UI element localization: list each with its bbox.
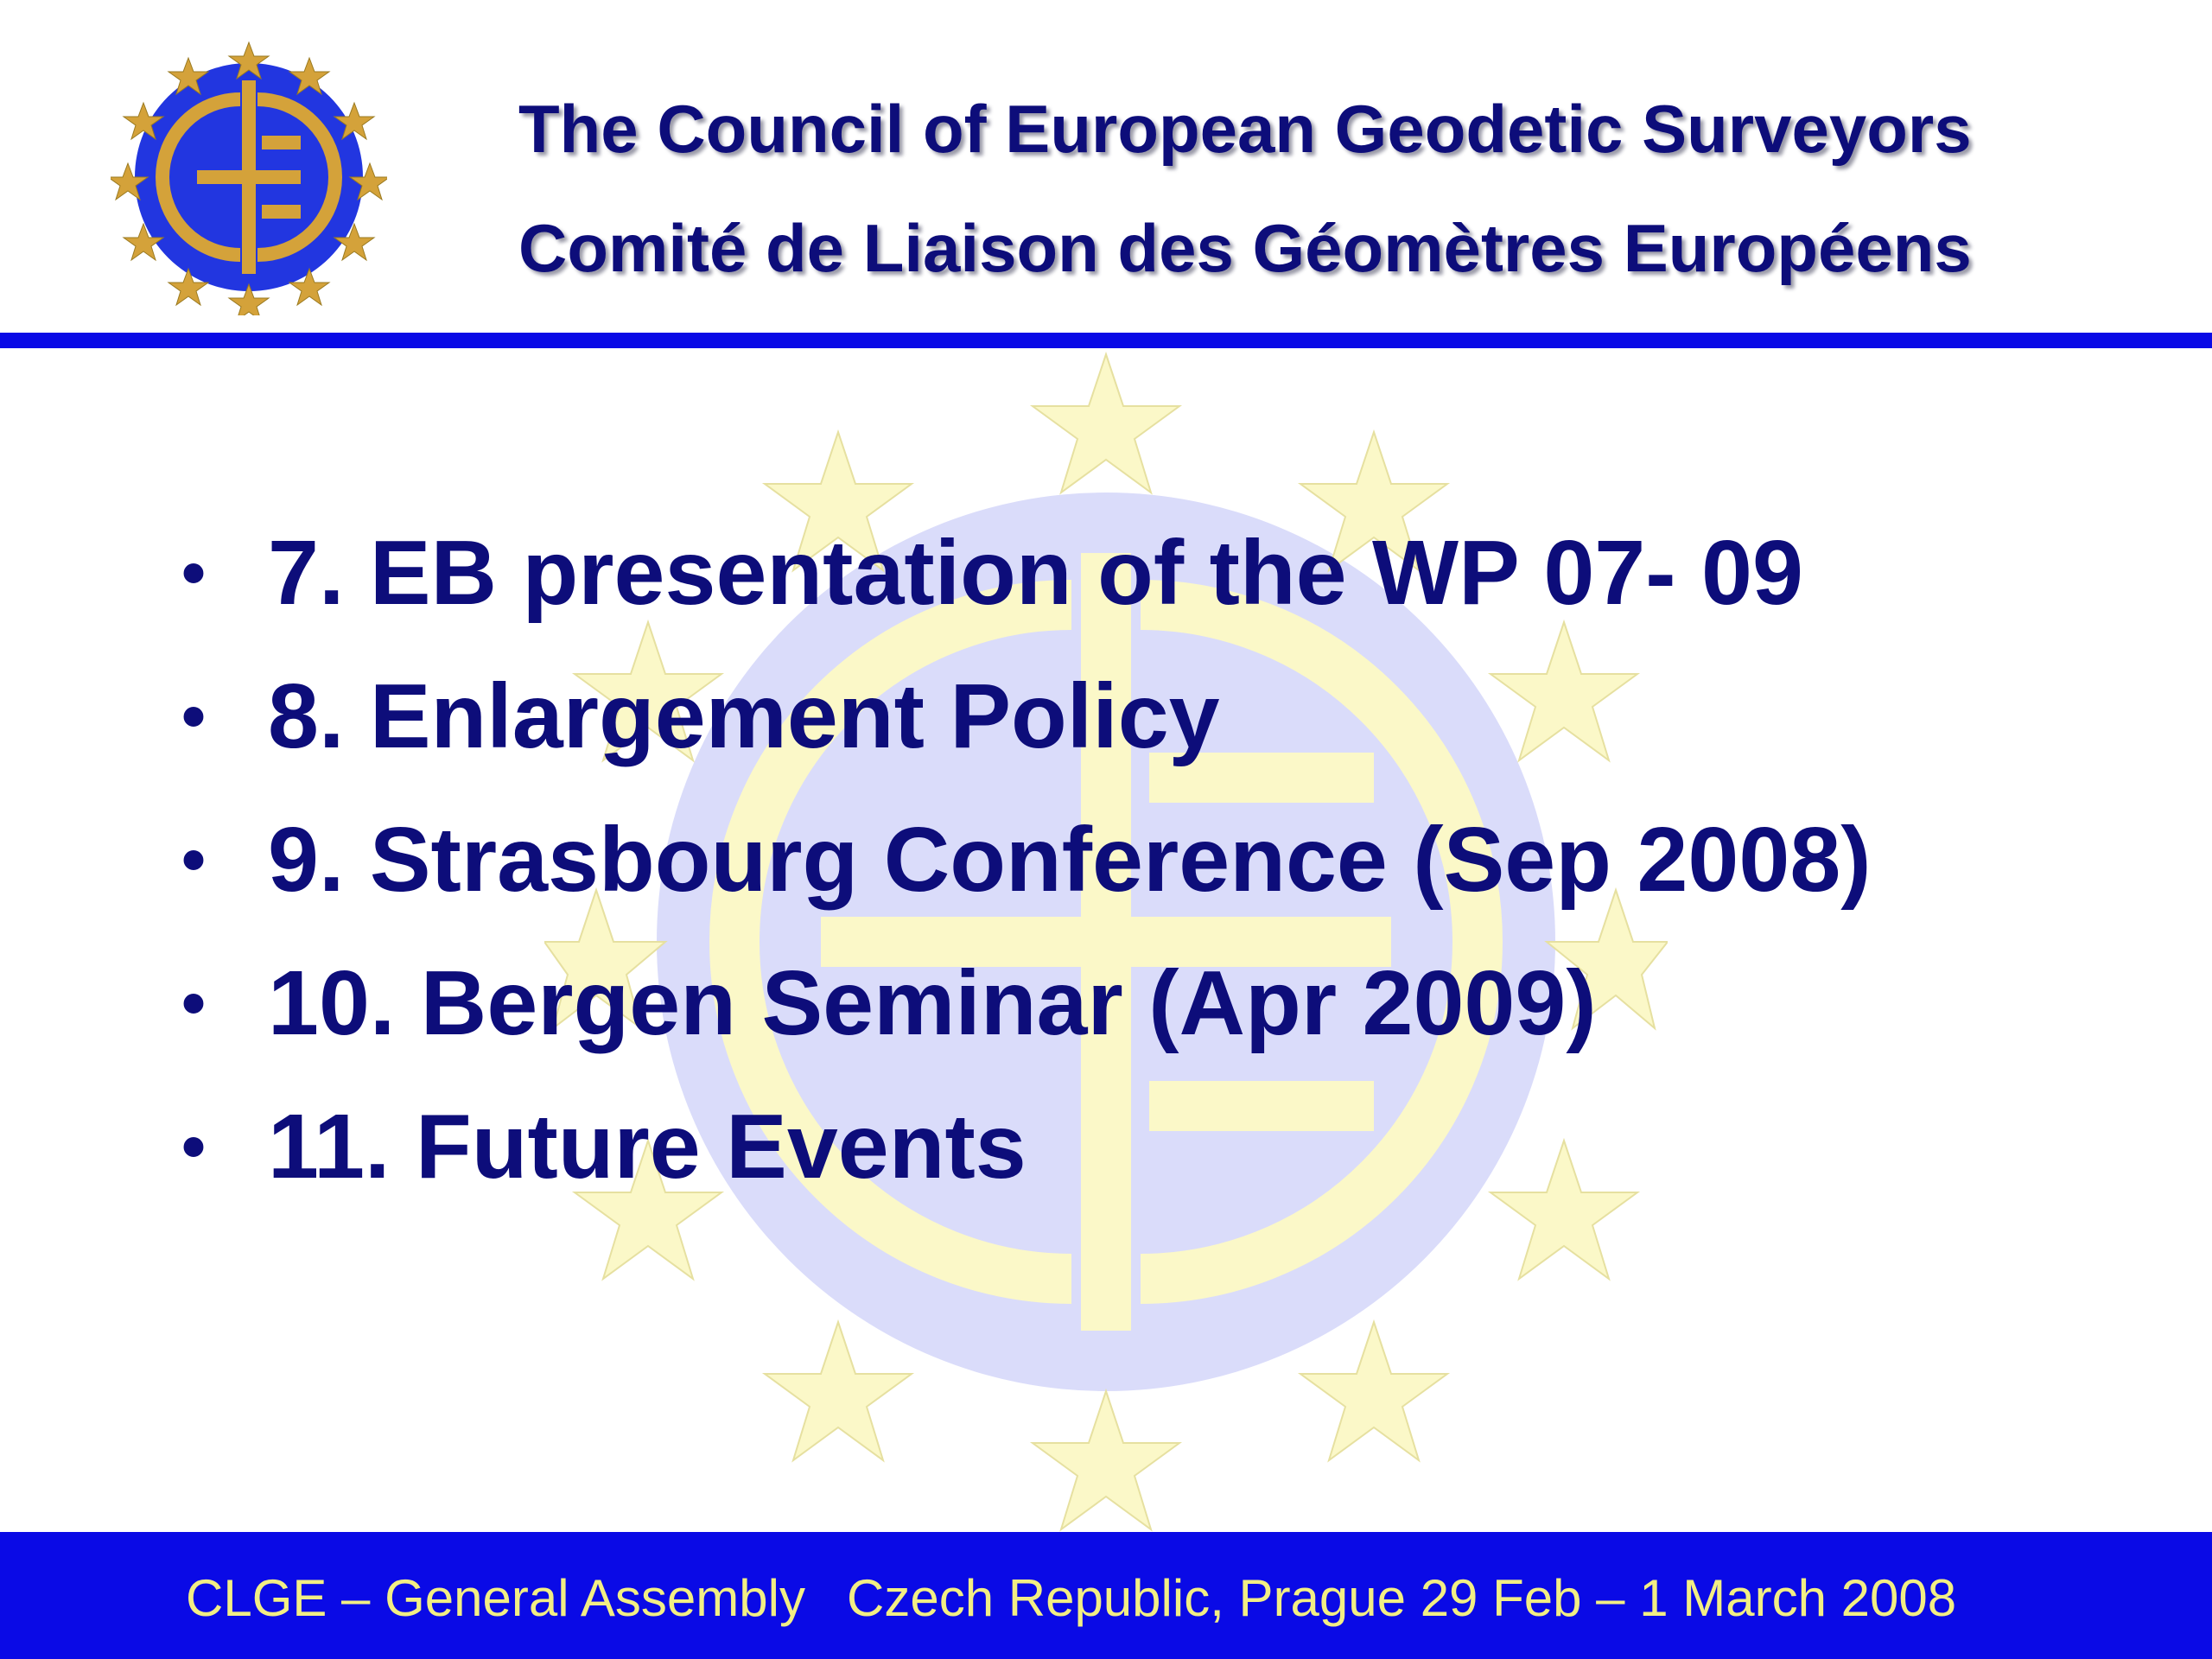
footer-event-location: Czech Republic, Prague 29 Feb – 1 March 2008 (847, 1569, 1957, 1627)
clge-logo-icon (111, 39, 387, 315)
bullet-icon: • (181, 677, 207, 754)
header-title-french: Comité de Liaison des Géomètres Européens (518, 210, 1972, 286)
agenda-item-text: 10. Bergen Seminar (Apr 2009) (268, 951, 1597, 1054)
agenda-item (181, 788, 2126, 931)
agenda-item (181, 645, 2126, 788)
bullet-icon: • (181, 534, 207, 611)
agenda-content (181, 501, 2126, 1218)
agenda-item-text: 8. Enlargement Policy (268, 664, 1220, 767)
agenda-item-text: 11. Future Events (268, 1095, 1027, 1198)
header-title-english: The Council of European Geodetic Surveyors (518, 91, 1972, 167)
bullet-icon: • (181, 1108, 207, 1185)
agenda-item (181, 931, 2126, 1075)
agenda-item-text: 9. Strasbourg Conference (Sep 2008) (268, 808, 1872, 911)
slide-header (0, 0, 2212, 333)
footer-event-name: CLGE – General Assembly (186, 1569, 805, 1627)
slide-footer (0, 1532, 2212, 1659)
agenda-list (181, 501, 2126, 1218)
bullet-icon: • (181, 964, 207, 1041)
agenda-item (181, 1075, 2126, 1218)
agenda-item (181, 501, 2126, 645)
bullet-icon: • (181, 821, 207, 898)
agenda-item-text: 7. EB presentation of the WP 07- 09 (268, 521, 1803, 624)
